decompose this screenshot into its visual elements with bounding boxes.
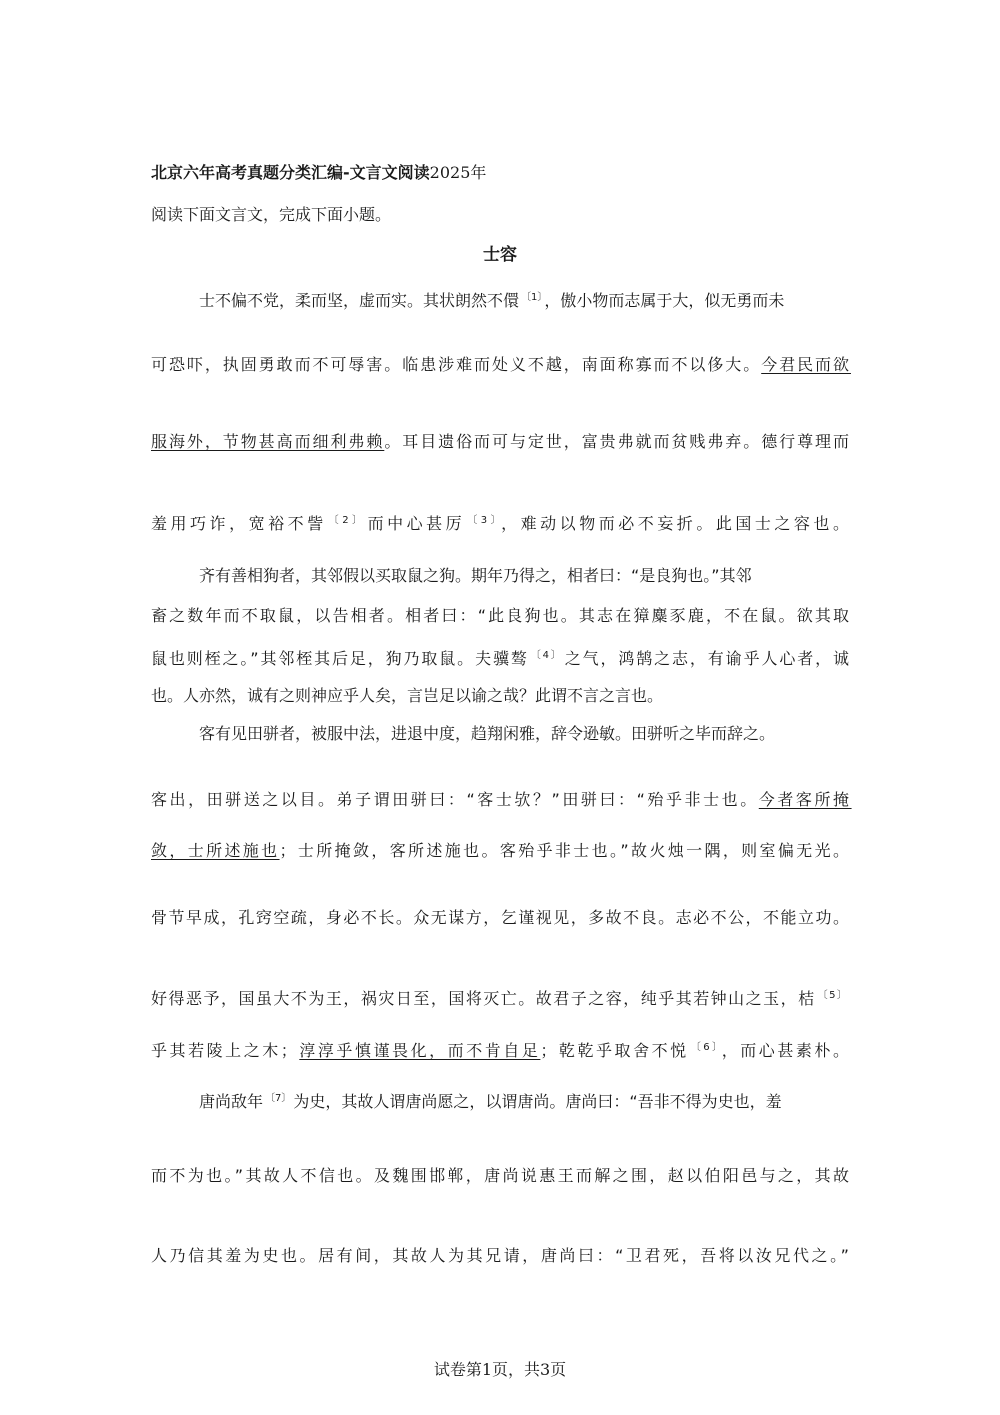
title-year: 2025年 bbox=[429, 163, 487, 182]
footnote-marker: 〔3〕 bbox=[467, 515, 500, 526]
passage-line: 人乃信其羞为史也。居有间，其故人为其兄请，唐尚曰：“卫君死，吾将以汝兄代之。” bbox=[151, 1246, 852, 1265]
footnote-marker: 〔2〕 bbox=[328, 515, 366, 526]
footnote-marker: 〔5〕 bbox=[817, 990, 849, 1001]
passage-line: 骨节早成，孔窍空疏，身必不长。众无谋方，乞谨视见，多故不良。志必不公，不能立功。 bbox=[151, 908, 851, 927]
passage-line: 畜之数年而不取鼠，以告相者。相者曰：“此良狗也。其志在獐麋豕鹿，不在鼠。欲其取 bbox=[151, 606, 852, 625]
footnote-marker: 〔7〕 bbox=[265, 1093, 292, 1104]
passage-line: 羞用巧诈，宽裕不訾 $^{〔2〕}$ 而中心甚厉 $^{〔3〕}$ ，难动以物而必不妄折。此国士之容也。 bbox=[151, 514, 853, 533]
passage-line: 士不偏不党，柔而坚，虚而实。其状朗然不儇 $^{〔1〕}$ ，傲小物而志属于大，似无勇而未 bbox=[199, 291, 785, 310]
passage-line: 乎其若陵上之木；淳淳乎慎谨畏化，而不肯自足；乾乾乎取舍不悦 $^{〔6〕}$ ，而心甚素朴。 bbox=[151, 1041, 852, 1060]
passage-line: 服海外，节物甚高而细利弗赖。耳目遗俗而可与定世，富贵弗就而贫贱弗弃。德行尊理而 bbox=[151, 432, 851, 451]
footnote-marker: 〔4〕 bbox=[530, 650, 563, 661]
footnote-marker: 〔1〕 bbox=[521, 292, 543, 303]
underlined-sentence: 敛，士所述施也 bbox=[151, 841, 280, 860]
title-text: 北京六年高考真题分类汇编-文言文阅读 bbox=[151, 163, 430, 182]
passage-line: 可恐吓，执固勇敢而不可辱害。临患涉难而处义不越，南面称寡而不以侈大。今君民而欲 bbox=[151, 355, 851, 374]
passage-line: 而不为也。”其故人不信也。及魏围邯郸，唐尚说惠王而解之围，赵以伯阳邑与之，其故 bbox=[151, 1166, 852, 1185]
document-title bbox=[151, 160, 486, 183]
underlined-sentence: 今者客所掩 bbox=[758, 790, 852, 809]
page-footer: 试卷第1页，共3页 bbox=[433, 1360, 567, 1379]
underlined-sentence: 今君民而欲 bbox=[761, 355, 851, 374]
passage-line: 鼠也则桎之。”其邻桎其后足，狗乃取鼠。夫骥骜 $^{〔4〕}$ 之气，鸿鹄之志，有谕乎人心者，诚 bbox=[151, 649, 851, 668]
passage-line: 也。人亦然，诚有之则神应乎人矣，言岂足以谕之哉？此谓不言之言也。 bbox=[151, 686, 664, 705]
footnote-marker: 〔6〕 bbox=[690, 1042, 720, 1053]
passage-line: 客有见田骈者，被服中法，进退中度，趋翔闲雅，辞令逊敏。田骈听之毕而辞之。 bbox=[199, 724, 776, 743]
passage-line: 唐尚敌年 $^{〔7〕}$ 为史，其故人谓唐尚愿之，以谓唐尚。唐尚曰：“吾非不得为史也，羞 bbox=[199, 1092, 782, 1111]
passage-heading: 士容 bbox=[483, 245, 517, 265]
passage-line: 好得恶予，国虽大不为王，祸灾日至，国将灭亡。故君子之容，纯乎其若钟山之玉，桔 $^{〔5〕}$ bbox=[151, 989, 849, 1008]
instruction-text: 阅读下面文言文，完成下面小题。 bbox=[151, 205, 392, 224]
underlined-sentence: 淳淳乎慎谨畏化，而不肯自足 bbox=[299, 1041, 541, 1060]
passage-line: 敛，士所述施也；士所掩敛，客所述施也。客殆乎非士也。”故火烛一隅，则室偏无光。 bbox=[151, 841, 852, 860]
underlined-sentence: 服海外，节物甚高而细利弗赖 bbox=[151, 432, 385, 451]
passage-line: 客出，田骈送之以目。弟子谓田骈曰：“客士欤？”田骈曰：“殆乎非士也。今者客所掩 bbox=[151, 790, 852, 809]
passage-line: 齐有善相狗者，其邻假以买取鼠之狗。期年乃得之，相者曰：“是良狗也。”其邻 bbox=[199, 566, 752, 585]
